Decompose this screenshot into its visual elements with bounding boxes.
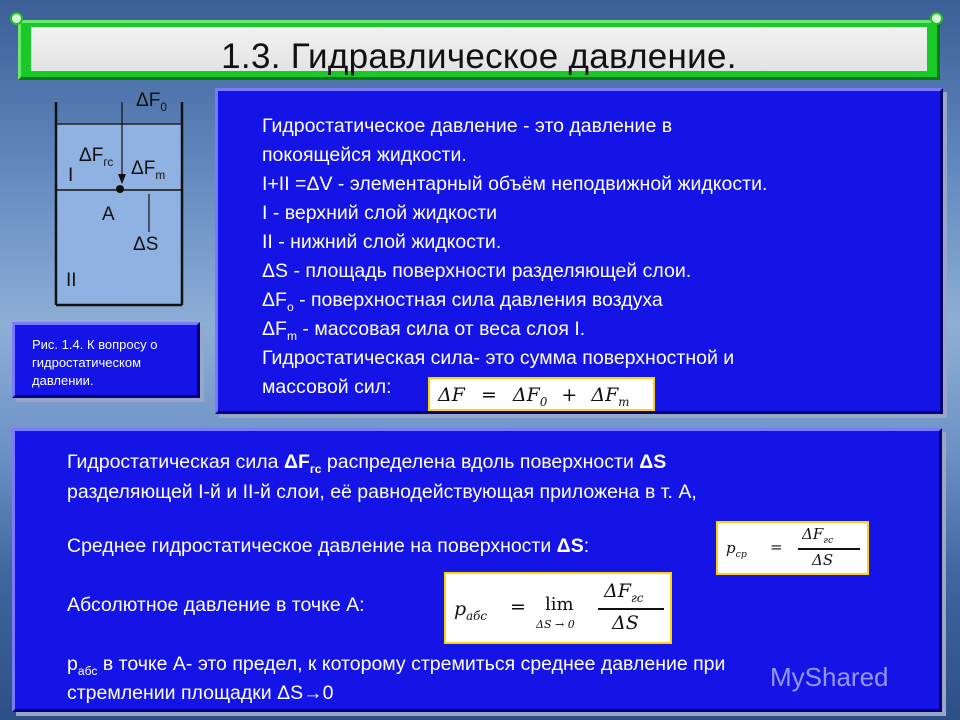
formula-abs-lhs: $p_{абс}$ (454, 598, 487, 623)
def-line-10: массовой сил: (262, 376, 392, 398)
pressure-line-6: стремлении площадки ΔS→0 (67, 682, 334, 704)
def-line-8: $\Delta F_m$ - массовая сила от веса слоя I. (262, 318, 586, 343)
slide-title: 1.3. Гидравлическое давление. (221, 37, 737, 76)
formula-avg-lhs: $p_{ср}$ (726, 539, 747, 560)
point-A-icon (116, 185, 124, 193)
def-line-7: $\Delta F_о$ - поверхностная сила давления воздуха (262, 289, 663, 314)
pressure-line-1: Гидростатическая сила $\Delta F_{гс}$ распределена вдоль поверхности ΔS (67, 451, 667, 476)
def-line-3: I+II =ΔV - элементарный объём неподвижной жидкости. (262, 173, 768, 195)
def-line-4: I - верхний слой жидкости (262, 202, 498, 224)
watermark: MyShared (770, 662, 889, 692)
formula-abs-fraction-bar (598, 608, 664, 610)
def-line-1: Гидростатическое давление - это давление в (262, 115, 673, 137)
figure-caption: Рис. 1.4. К вопросу о гидростатическом давлении. (32, 337, 158, 388)
formula-avg-num: $\Delta F_{гс}$ (802, 525, 834, 546)
label-layer-II: II (66, 270, 77, 291)
formula-abs-lim: lim (545, 594, 574, 615)
def-line-2: покоящейся жидкости. (262, 144, 467, 166)
pressure-line-4: Абсолютное давление в точке А: (67, 594, 365, 616)
formula-force-sum-expr: $\Delta F = \Delta F_0 + \Delta F_m$ (438, 384, 630, 409)
label-point-A: A (102, 204, 115, 225)
label-dS: ΔS (133, 234, 159, 255)
definition-panel (215, 88, 943, 414)
corner-dot-right-icon (930, 12, 943, 25)
formula-absolute-pressure (444, 572, 672, 644)
formula-abs-num: $\Delta F_{гс}$ (604, 580, 644, 605)
def-line-6: ΔS - площадь поверхности разделяющей слои. (262, 260, 692, 282)
pressure-line-3: Среднее гидростатическое давление на поверхности ΔS: (67, 535, 590, 557)
def-line-5: II - нижний слой жидкости. (262, 231, 502, 253)
title-bar (18, 20, 940, 80)
label-dFm: $\Delta F_m$ (131, 158, 166, 182)
formula-avg-eq: = (770, 538, 783, 556)
formula-average-pressure (716, 521, 869, 575)
formula-avg-den: ΔS (812, 551, 834, 569)
pressure-line-5: $р_{абс}$ в точке А- это предел, к которому стремиться среднее давление при (67, 653, 726, 678)
label-dFgs: $\Delta F_{гс}$ (79, 145, 114, 169)
formula-abs-lim-under: ΔS → 0 (536, 618, 575, 631)
figure-caption-box (12, 322, 200, 398)
def-line-9: Гидростатическая сила- это сумма поверхностной и (262, 347, 735, 369)
formula-force-sum (428, 377, 655, 411)
label-dF0: $\Delta F_0$ (136, 90, 167, 114)
corner-dot-left-icon (10, 12, 23, 25)
formula-avg-fraction-bar (798, 548, 860, 550)
title-inner (31, 27, 927, 76)
formula-abs-eq: = (510, 596, 526, 618)
formula-abs-den: ΔS (612, 612, 639, 634)
label-layer-I: I (68, 165, 74, 186)
pressure-line-2: разделяющей I-й и II-й слои, её равнодействующая приложена в т. А, (67, 481, 697, 503)
